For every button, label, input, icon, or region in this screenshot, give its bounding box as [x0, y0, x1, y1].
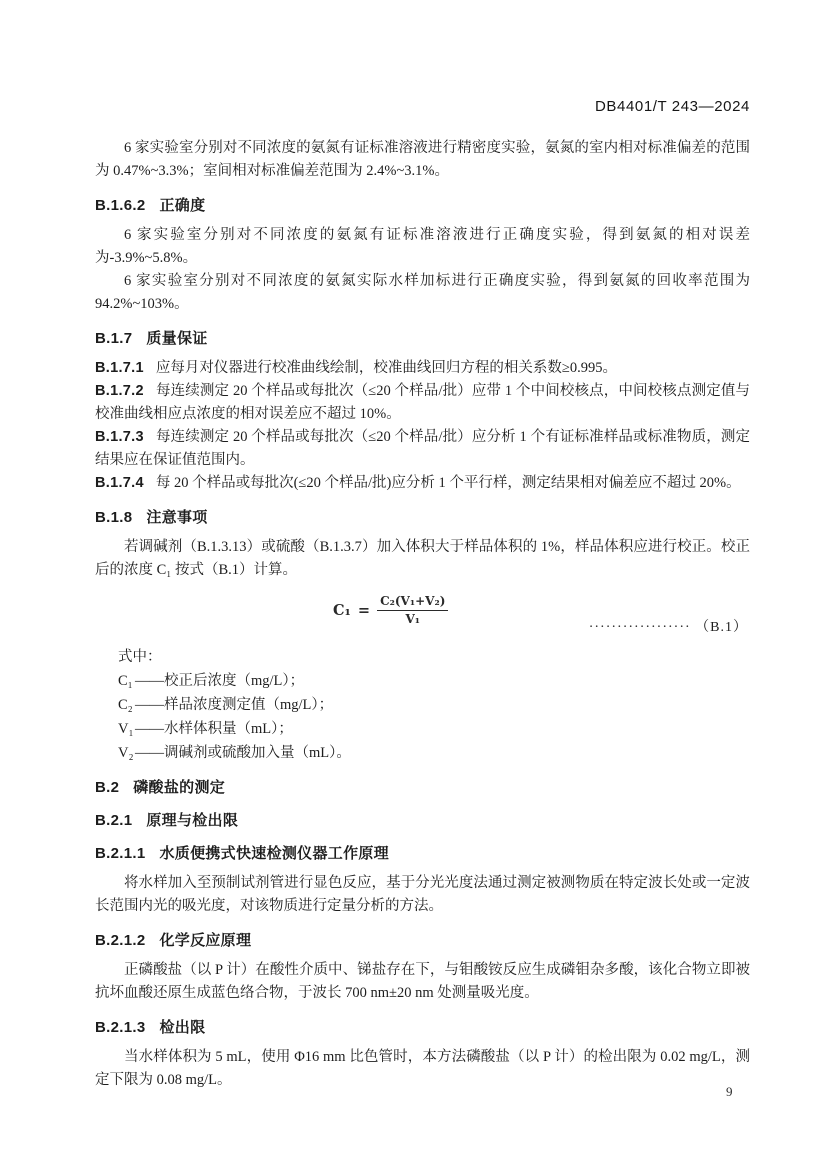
formula-equation [333, 594, 448, 627]
heading-number: B.1.7 [95, 330, 133, 347]
paragraph-chemical-principle: 正磷酸盐（以 P 计）在酸性介质中、锑盐存在下，与钼酸铵反应生成磷钼杂多酸，该化合物立即被抗坏血酸还原生成蓝色络合物，于波长 700 nm±20 nm 处测量吸光度。 [95, 962, 750, 1001]
heading-title: 磷酸盐的测定 [133, 779, 226, 796]
heading-b21 [95, 811, 750, 831]
clause-text: 每 20 个样品或每批次(≤20 个样品/批)应分析 1 个平行样，测定结果相对偏差应不超过 20%。 [155, 475, 741, 491]
clause-text: 每连续测定 20 个样品或每批次（≤20 个样品/批）应带 1 个中间校核点，中间校核点测定值与校准曲线相应点浓度的相对误差应不超过 10%。 [95, 383, 750, 422]
heading-title: 注意事项 [146, 509, 208, 526]
heading-title: 化学反应原理 [159, 932, 252, 949]
formula-lhs: C₁ [333, 602, 351, 619]
heading-b213 [95, 1018, 750, 1038]
paragraph-trueness-1: 6 家实验室分别对不同浓度的氨氮有证标准溶液进行正确度实验，得到氨氮的相对误差为-3.9%~5.8%。 [95, 227, 750, 266]
variable-dash: —— [135, 673, 164, 689]
paragraph-trueness-2: 6 家实验室分别对不同浓度的氨氮实际水样加标进行正确度实验，得到氨氮的回收率范围为 94.2%~103%。 [95, 273, 750, 312]
paragraph-instrument-principle: 将水样加入至预制试剂管进行显色反应，基于分光光度法通过测定被测物质在特定波长处或一定波长范围内光的吸光度，对该物质进行定量分析的方法。 [95, 875, 750, 914]
variable-symbol: V₂ [118, 745, 134, 761]
clause-b172 [95, 380, 750, 426]
heading-number: B.2.1.2 [95, 932, 146, 949]
formula-denominator: V₁ [405, 612, 421, 626]
heading-title: 质量保证 [146, 330, 208, 347]
clause-number: B.1.7.1 [95, 360, 144, 376]
formula-number: （B.1） [695, 620, 748, 635]
variable-description: 调碱剂或硫酸加入量（mL）。 [164, 745, 351, 761]
heading-title: 水质便携式快速检测仪器工作原理 [159, 845, 389, 862]
heading-b162 [95, 196, 750, 216]
heading-title: 检出限 [159, 1019, 206, 1036]
variable-description: 水样体积量（mL）； [164, 721, 293, 737]
formula-numerator: C₂(V₁+V₂) [377, 594, 448, 611]
formula-fraction [377, 594, 448, 627]
heading-b17 [95, 329, 750, 349]
variable-item [118, 669, 750, 693]
paragraph-detection-limit: 当水样体积为 5 mL，使用 Φ16 mm 比色管时，本方法磷酸盐（以 P 计）的检出限为 0.02 mg/L，测定下限为 0.08 mg/L。 [95, 1049, 750, 1088]
variable-symbol: C₂ [118, 697, 133, 713]
heading-b2 [95, 778, 750, 798]
clause-text: 应每月对仪器进行校准曲线绘制，校准曲线回归方程的相关系数≥0.995。 [155, 360, 617, 376]
variable-description: 样品浓度测定值（mg/L）； [164, 697, 334, 713]
variable-item [118, 717, 750, 741]
paragraph-notes: 若调碱剂（B.1.3.13）或硫酸（B.1.3.7）加入体积大于样品体积的 1%，样品体积应进行校正。校正后的浓度 C₁ 按式（B.1）计算。 [95, 539, 750, 578]
clause-b171 [95, 357, 750, 380]
doc-number-header: DB4401/T 243—2024 [594, 98, 750, 115]
heading-number: B.2.1 [95, 812, 133, 829]
paragraph-precision: 6 家实验室分别对不同浓度的氨氮有证标准溶液进行精密度实验，氨氮的室内相对标准偏差的范围为 0.47%~3.3%；室间相对标准偏差范围为 2.4%~3.1%。 [95, 140, 750, 179]
clause-text: 每连续测定 20 个样品或每批次（≤20 个样品/批）应分析 1 个有证标准样品或标准物质，测定结果应在保证值范围内。 [95, 429, 750, 468]
heading-number: B.2.1.1 [95, 845, 146, 862]
variable-item [118, 741, 750, 765]
where-label: 式中： [118, 649, 162, 665]
page-number: 9 [726, 1084, 733, 1099]
heading-b211 [95, 844, 750, 864]
clause-number: B.1.7.4 [95, 475, 144, 491]
heading-number: B.2.1.3 [95, 1019, 146, 1036]
heading-b18 [95, 508, 750, 528]
variable-dash: —— [135, 697, 164, 713]
variable-symbol: V₁ [118, 721, 134, 737]
variable-symbol: C₁ [118, 673, 133, 689]
heading-number: B.1.6.2 [95, 197, 146, 214]
variable-list [95, 669, 750, 765]
variable-item [118, 693, 750, 717]
variable-dash: —— [135, 721, 164, 737]
variable-description: 校正后浓度（mg/L）； [164, 673, 305, 689]
heading-title: 原理与检出限 [146, 812, 239, 829]
formula-leader-dots: ·················· [588, 620, 691, 635]
heading-title: 正确度 [159, 197, 206, 214]
clause-b174 [95, 472, 750, 495]
document-body [95, 137, 750, 1092]
formula-equals-sign: = [357, 602, 371, 619]
formula-label [589, 616, 748, 639]
clause-b173 [95, 426, 750, 472]
variable-dash: —— [135, 745, 164, 761]
clause-number: B.1.7.2 [95, 383, 144, 399]
heading-b212 [95, 931, 750, 951]
clause-number: B.1.7.3 [95, 429, 144, 445]
heading-number: B.2 [95, 779, 120, 796]
formula-block [95, 591, 750, 641]
heading-number: B.1.8 [95, 509, 133, 526]
